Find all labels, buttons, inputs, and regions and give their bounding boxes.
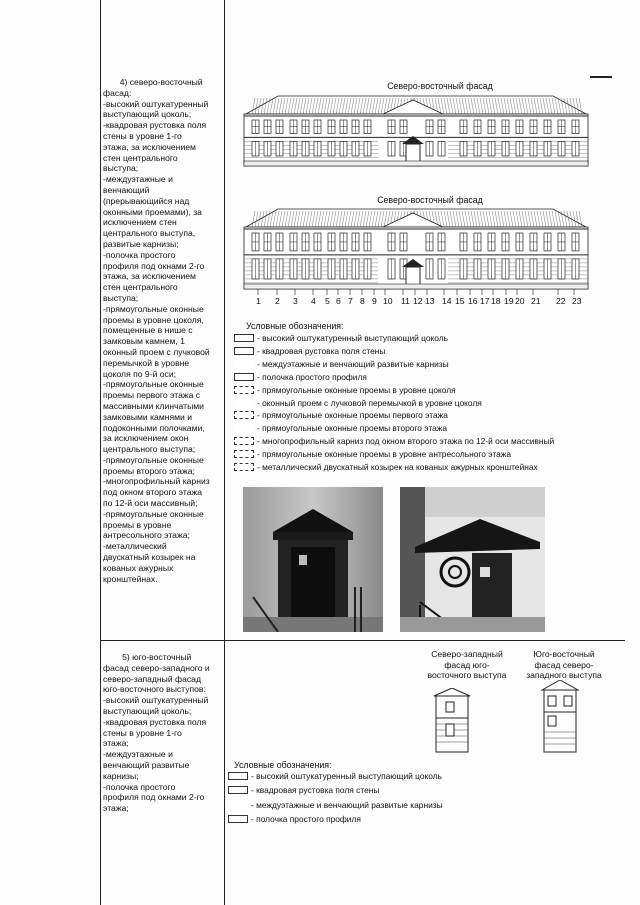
legend-item <box>228 800 443 810</box>
legend-swatch <box>234 437 254 445</box>
description-line: профиля под окнами 2-го <box>103 792 205 803</box>
axis-number: 9 <box>372 296 377 306</box>
legend-title-4: Условные обозначения: <box>246 321 344 331</box>
axis-number: 5 <box>325 296 330 306</box>
description-line: 5) юго-восточный <box>103 652 192 662</box>
legend-swatch <box>234 463 254 471</box>
axis-number: 18 <box>491 296 501 306</box>
legend-swatch <box>228 815 248 823</box>
axis-number: 16 <box>468 296 478 306</box>
axis-number: 14 <box>442 296 452 306</box>
axis-number: 6 <box>336 296 341 306</box>
description-line: карнизы; <box>103 770 139 781</box>
axis-numbers <box>250 296 590 308</box>
legend-item <box>234 462 538 472</box>
axis-number: 10 <box>383 296 393 306</box>
axis-number: 20 <box>515 296 525 306</box>
subfacade-title-left: Северо-западный фасад юго- восточного выступа <box>427 649 507 680</box>
description-line: кронштейнах. <box>103 573 158 584</box>
description-line: оконными проемами), за <box>103 206 202 217</box>
axis-number: 19 <box>504 296 514 306</box>
description-line: -высокий оштукатуренный <box>103 98 209 109</box>
axis-number: 2 <box>275 296 280 306</box>
legend-item <box>234 372 367 382</box>
description-line: антресольного этажа; <box>103 530 190 541</box>
legend-label: - междуэтажные и венчающий развитые карнизы <box>251 799 443 810</box>
facade-title-1: Северо-восточный фасад <box>387 81 493 91</box>
legend-label: - квадровая рустовка поля стены <box>251 785 380 796</box>
axis-number: 7 <box>348 296 353 306</box>
legend-swatch <box>228 786 248 794</box>
description-line: -полочка простого <box>103 249 176 260</box>
legend-label: - полочка простого профиля <box>257 371 367 382</box>
description-line: (прерывающийся над <box>103 195 190 206</box>
description-line: венчающий <box>103 184 150 195</box>
description-line: стен центрального <box>103 152 178 163</box>
description-line: фасад северо-западного и <box>103 662 210 673</box>
description-line: выступающий цоколь; <box>103 109 192 120</box>
section4-description <box>103 77 210 584</box>
description-line: фасад: <box>103 87 132 98</box>
legend-label: - квадровая рустовка поля стены <box>257 345 386 356</box>
legend-swatch <box>234 373 254 381</box>
description-line: -квадровая рустовка поля <box>103 716 207 727</box>
description-line: за исключением окон <box>103 433 189 444</box>
description-line: под окном второго этажа <box>103 487 203 498</box>
legend-swatch <box>234 450 254 458</box>
legend-label: - высокий оштукатуренный выступающий цоколь <box>251 771 442 781</box>
description-line: -прямоугольные оконные <box>103 379 204 390</box>
facade-title-2: Северо-восточный фасад <box>377 195 483 205</box>
legend-swatch <box>234 347 254 355</box>
legend-swatch <box>234 360 254 368</box>
description-line: -прямоугольные оконные <box>103 303 204 314</box>
description-line: кованых ажурных <box>103 562 174 573</box>
description-line: проемы в уровне <box>103 519 172 530</box>
description-line: развитые карнизы; <box>103 238 179 249</box>
description-line: стены в уровне 1-го <box>103 727 182 738</box>
legend-item <box>234 449 511 459</box>
description-line: -междуэтажные и <box>103 174 173 185</box>
description-line: массивными клинчатыми <box>103 400 204 411</box>
description-line: этажа; <box>103 738 129 749</box>
legend-item <box>228 785 379 795</box>
facade-drawing-2 <box>238 205 593 295</box>
table-column-divider <box>224 0 225 905</box>
facade-drawing-1 <box>238 92 593 172</box>
description-line: проемы в уровне цоколя, <box>103 314 204 325</box>
legend-label: - прямоугольные оконные проемы в уровне антресольного этажа <box>257 449 511 460</box>
subfacade-drawing-right <box>540 680 580 754</box>
legend-label: - прямоугольные оконные проемы второго этажа <box>257 423 448 434</box>
description-line: профиля под окнами 2-го <box>103 260 205 271</box>
description-line: северо-западный фасад <box>103 673 201 684</box>
table-row-divider <box>100 640 625 641</box>
description-line: замковыми камнями и <box>103 411 193 422</box>
legend-item <box>234 436 554 446</box>
axis-number: 13 <box>425 296 435 306</box>
legend-swatch <box>234 386 254 394</box>
description-line: выступа; <box>103 292 139 303</box>
axis-number: 1 <box>256 296 261 306</box>
legend-title-5: Условные обозначения: <box>234 760 332 770</box>
entrance-photo-left <box>243 487 383 632</box>
description-line: стен центрального <box>103 282 178 293</box>
description-line: венчающий развитые <box>103 759 190 770</box>
description-line: стены в уровне 1-го <box>103 130 182 141</box>
description-line: юго-восточного выступов: <box>103 684 206 695</box>
legend-label: - оконный проем с лучковой перемычкой в уровне цоколя <box>257 397 482 408</box>
description-line: -полочка простого <box>103 781 176 792</box>
description-line: помещенные в нише с <box>103 325 193 336</box>
description-line: двускатный козырек на <box>103 552 196 563</box>
axis-number: 21 <box>531 296 541 306</box>
table-left-border <box>100 0 101 905</box>
description-line: этажа; <box>103 803 129 814</box>
axis-number: 3 <box>293 296 298 306</box>
description-line: 4) северо-восточный <box>103 77 203 87</box>
axis-number: 8 <box>360 296 365 306</box>
description-line: -междуэтажные и <box>103 749 173 760</box>
section5-description <box>103 652 210 814</box>
legend-item <box>228 814 361 824</box>
axis-number: 15 <box>455 296 465 306</box>
description-line: выступающий цоколь; <box>103 705 192 716</box>
axis-number: 17 <box>480 296 490 306</box>
legend-label: - многопрофильный карниз под окном второго этажа по 12-й оси массивный <box>257 436 555 447</box>
legend-swatch <box>234 399 254 407</box>
description-line: -металлический <box>103 541 167 552</box>
description-line: -прямоугольные оконные <box>103 508 204 519</box>
entrance-photo-right <box>400 487 545 632</box>
legend-label: - высокий оштукатуренный выступающий цоколь <box>257 333 448 343</box>
description-line: перемычкой в уровне <box>103 357 190 368</box>
description-line: подоконными полочками, <box>103 422 205 433</box>
legend-swatch <box>228 801 248 809</box>
legend-label: - прямоугольные оконные проемы первого этажа <box>257 410 448 421</box>
description-line: проемы первого этажа с <box>103 390 201 401</box>
legend-item <box>234 398 482 408</box>
legend-swatch <box>228 772 248 780</box>
axis-number: 12 <box>413 296 423 306</box>
description-line: -высокий оштукатуренный <box>103 695 209 706</box>
legend-swatch <box>234 411 254 419</box>
legend-item <box>234 410 448 420</box>
description-line: -многопрофильный карниз <box>103 476 210 487</box>
legend-item <box>234 359 449 369</box>
legend-swatch <box>234 424 254 432</box>
description-line: центрального выступа; <box>103 444 196 455</box>
legend-item <box>228 771 442 781</box>
description-line: оконный проем с лучковой <box>103 346 210 357</box>
axis-number: 11 <box>401 296 410 306</box>
legend-item <box>234 346 385 356</box>
description-line: по 12-й оси массивный; <box>103 498 198 509</box>
legend-item <box>234 423 447 433</box>
axis-number: 22 <box>556 296 566 306</box>
legend-label: - междуэтажные и венчающий развитые карнизы <box>257 358 449 369</box>
description-line: этажа, за исключением <box>103 141 196 152</box>
top-corner-mark <box>590 76 612 78</box>
legend-item <box>234 385 456 395</box>
description-line: -квадровая рустовка поля <box>103 120 207 131</box>
description-line: этажа, за исключением <box>103 271 196 282</box>
subfacade-drawing-left <box>432 688 472 754</box>
description-line: исключением стен <box>103 217 177 228</box>
description-line: замковым камнем, 1 <box>103 336 185 347</box>
axis-number: 23 <box>572 296 582 306</box>
description-line: проемы второго этажа; <box>103 465 195 476</box>
description-line: центрального выступа, <box>103 228 196 239</box>
legend-label: - прямоугольные оконные проемы в уровне цоколя <box>257 384 456 395</box>
description-line: цоколя по 9-й оси; <box>103 368 177 379</box>
legend-label: - полочка простого профиля <box>251 813 361 824</box>
subfacade-title-right: Юго-восточный фасад северо- западного выступа <box>526 649 602 680</box>
description-line: выступа; <box>103 163 139 174</box>
axis-number: 4 <box>311 296 316 306</box>
legend-item <box>234 333 448 343</box>
legend-swatch <box>234 334 254 342</box>
description-line: -прямоугольные оконные <box>103 454 204 465</box>
legend-label: - металлический двускатный козырек на кованых ажурных кронштейнах <box>257 462 538 472</box>
